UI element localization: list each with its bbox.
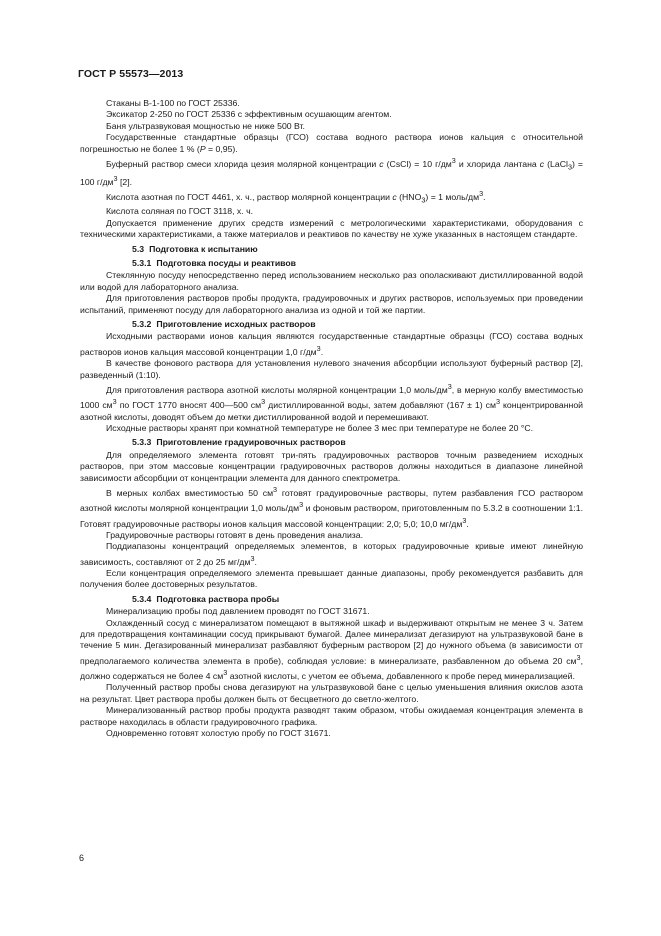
section-title: Подготовка к испытанию	[149, 243, 258, 254]
body-paragraph: Стаканы В-1-100 по ГОСТ 25336.	[106, 98, 240, 108]
section-title: Подготовка раствора пробы	[156, 593, 280, 604]
document-body	[80, 98, 583, 739]
body-paragraph: Одновременно готовят холостую пробу по ГОСТ 31671.	[106, 728, 331, 739]
section-title: Приготовление градуировочных растворов	[156, 437, 346, 448]
section-number: 5.3.3	[132, 437, 152, 448]
body-paragraph: Буферный раствор смеси хлорида цезия молярной концентрации c (CsCl) = 10 $г/дм^3$ и хлорида лантана c (LaCl$_3$) = 100 $г/дм^3$ [2].	[80, 156, 583, 187]
body-paragraph: Государственные стандартные образцы (ГСО) состава водного раствора ионов кальция с относительной погрешностью не более 1 % (P = 0,95).	[80, 132, 583, 154]
body-paragraph: Полученный раствор пробы снова дегазируют на ультразвуковой бане с целью уменьшения влияния окислов азота на результат. Цвет раствора пробы должен быть от бесцветного до светло-желтого.	[80, 682, 583, 704]
page-number: 6	[79, 853, 85, 863]
body-paragraph: Исходные растворы хранят при комнатной температуре не более 3 мес при температуре не более 20 °С.	[106, 422, 534, 433]
body-paragraph: Допускается применение других средств измерений с метрологическими характеристиками, оборудования с техническими характеристиками, а также материалов и реактивов по качеству не хуже указанных в настоящем стандарте.	[80, 217, 583, 240]
section-title: Подготовка посуды и реактивов	[156, 258, 297, 269]
section-title: Приготовление исходных растворов	[156, 319, 316, 330]
body-paragraph: Кислота азотная по ГОСТ 4461, х. ч., раствор молярной концентрации c $(HNO_3) = 1$ моль/$дм^3$.	[106, 189, 486, 205]
section-heading	[80, 319, 583, 330]
body-paragraph: Если концентрация определяемого элемента превышает данные диапазоны, пробу рекомендуется разбавить для получения более достоверных результатов.	[80, 568, 583, 590]
section-number: 5.3.2	[132, 319, 152, 330]
body-paragraph: В мерных колбах вместимостью 50 $см^3$ готовят градуировочные растворы, путем разбавления ГСО раствором азотной кислоты молярной концентрации 1,0 моль/$дм^3$ и фоновым раствором, приготовленным по 5.3.2 в соотношении 1:1. Готовят градуировочные растворы ионов кальция массовой концентрации: 2,0; 5,0; 10,0 $мг/дм^3$.	[80, 485, 583, 529]
body-paragraph: В качестве фонового раствора для установления нулевого значения абсорбции используют буферный раствор [2], разведенный (1:10).	[80, 358, 583, 380]
section-heading	[80, 437, 583, 448]
section-heading	[80, 594, 583, 605]
body-paragraph: Для приготовления растворов пробы продукта, градуировочных и других растворов, используемых при проведении испытаний, применяют посуду для лабораторного анализа из одной и той же партии.	[80, 293, 583, 315]
body-paragraph: Поддиапазоны концентраций определяемых элементов, в которых градуировочные кривые имеют линейную зависимость, составляют от 2 до 25 $мг/дм^3$.	[80, 541, 583, 567]
body-paragraph: Кислота соляная по ГОСТ 3118, х. ч.	[106, 206, 254, 217]
page-header-title: ГОСТ Р 55573—2013	[78, 68, 184, 80]
body-paragraph: Для приготовления раствора азотной кислоты молярной концентрации 1,0 моль/$дм^3$, в мерную колбу вместимостью 1000 $см^3$ по ГОСТ 1770 вносят 400—500 $см^3$ дистиллированной воды, затем добавляют (167 ± 1) $см^3$ концентрированной азотной кислоты, доводят объем до метки дистиллированной водой и перемешивают.	[80, 381, 584, 422]
body-paragraph: Баня ультразвуковая мощностью не ниже 500 Вт.	[106, 120, 305, 131]
body-paragraph: Для определяемого элемента готовят три-пять градуировочных растворов точным разведением исходных растворов, при этом массовые концентрации градуировочных растворов должны находиться в диапазоне линейной зависимости абсорбции от концентрации элемента для данного спектрометра.	[80, 449, 583, 483]
body-paragraph: Градуировочные растворы готовят в день проведения анализа.	[106, 529, 364, 540]
section-number: 5.3.4	[132, 593, 152, 604]
body-paragraph: Минерализацию пробы под давлением проводят по ГОСТ 31671.	[106, 606, 370, 617]
body-paragraph: Исходными растворами ионов кальция являются государственные стандартные образцы (ГСО) состава водных растворов ионов кальция массовой концентрации 1,0 $г/дм^3$.	[80, 331, 583, 357]
body-paragraph: Минерализованный раствор пробы продукта разводят таким образом, чтобы ожидаемая концентрация элемента в растворе находилась в области градуировочного графика.	[80, 705, 583, 727]
body-paragraph: Охлажденный сосуд с минерализатом помещают в вытяжной шкаф и выдерживают открытым не менее 3 ч. Затем для предотвращения контаминации сосуд прикрывают бумагой. Далее минерализат дегазируют на ультразвуковой бане в течение 5 мин. Дегазированный минерализат разбавляют буферным раствором [2] до нужного объема (в зависимости от предполагаемого количества элемента в пробе), соблюдая условие: в минерализате, разбавленном до объема 20 $см^3$, должно содержаться не более 4 $см^3$ азотной кислоты, с учетом ее объема, добавленного к пробе перед минерализацией.	[80, 617, 583, 682]
section-number: 5.3	[132, 243, 145, 254]
section-heading	[80, 244, 583, 255]
section-heading	[80, 258, 583, 269]
section-number: 5.3.1	[132, 258, 152, 269]
body-paragraph: Стеклянную посуду непосредственно перед использованием несколько раз ополаскивают дистиллированной водой или водой для лабораторного анализа.	[80, 270, 583, 292]
body-paragraph: Эксикатор 2-250 по ГОСТ 25336 с эффективным осушающим агентом.	[106, 109, 392, 120]
